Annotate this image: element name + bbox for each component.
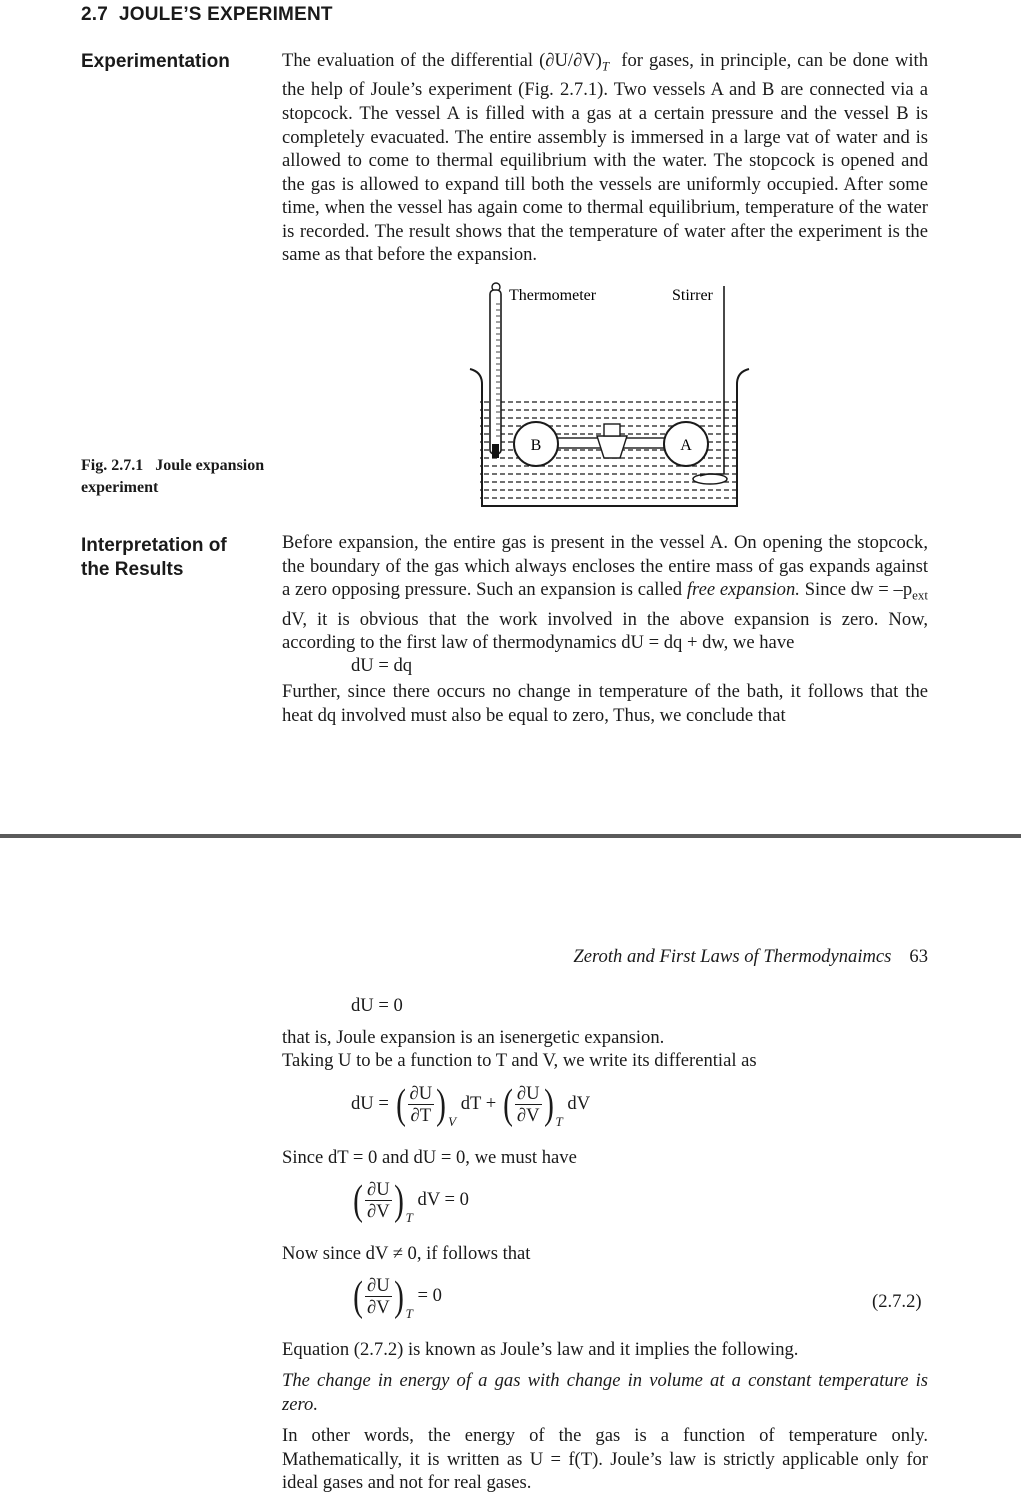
side-heading-experimentation: Experimentation — [81, 51, 230, 72]
running-header-title: Zeroth and First Laws of Thermodynaimcs — [573, 946, 892, 967]
experimentation-paragraph: The evaluation of the differential $(\partial U/\partial V)_T$ for gases, in principle, can be done with the help of Joule’s experiment (Fig. 2.7.1). Two vessels A and B are connected via a stopcock. The vessel A is filled with a gas at a certain pressure and the vessel B is completely evacuated. The entire assembly is immersed in a large vat of water and is allowed to come to thermal equilibrium with the water. The stopcock is opened and the gas is allowed to expand till both the vessels are uniformly occupied. After some time, when the vessel has again come to thermal equilibrium, temperature of the water is recorded. The result shows that the temperature of water after the experiment is the same as that before the expansion. — [282, 50, 929, 266]
since-dt-line: Since dT = 0 and dU = 0, we must have — [282, 1147, 577, 1168]
thermometer-label: Thermometer — [509, 287, 597, 304]
equation-number: (2.7.2) — [872, 1291, 922, 1312]
side-heading-interpretation: Interpretation of the Results — [81, 535, 227, 580]
thermometer-bulb — [492, 444, 499, 458]
equation-total-differential: dU = ( $\frac{\partial U}{\partial T}$ ) $_V$ dT + ( $\frac{\partial U}{\partial V}$ ) $_T$ dV — [351, 1081, 591, 1129]
joules-law-statement: The change in energy of a gas with change in volume at a constant temperature is zero. — [282, 1370, 928, 1415]
equation-du-dq: dU = dq — [351, 655, 413, 676]
section-number: 2.7 — [81, 4, 109, 25]
isenergetic-line: that is, Joule expansion is an isenergetic expansion. — [282, 1027, 665, 1048]
conclusion-paragraph: In other words, the energy of the gas is a function of temperature only. Mathematically, it is written as U = f(T). Joule’s law is strictly applicable only for ideal gases and not for real gases. — [282, 1425, 928, 1494]
stirrer-label: Stirrer — [672, 287, 713, 304]
section-title: JOULE’S EXPERIMENT — [118, 4, 333, 25]
joule-apparatus-figure — [460, 278, 760, 514]
running-header — [540, 946, 928, 968]
interpretation-paragraph-1: Before expansion, the entire gas is present in the vessel A. On opening the stopcock, the boundary of the gas which always encloses the entire mass of gas expands against a zero opposing pressure. Such an expansion is called free expansion. Since dw = $-p_{ext}$ dV, it is obvious that the work involved in the above expansion is zero. Now, according to the first law of thermodynamics dU = dq + dw, we have — [282, 532, 929, 654]
stopcock-handle — [604, 424, 620, 436]
joules-law-line: Equation (2.7.2) is known as Joule’s law and it implies the following. — [282, 1339, 799, 1360]
interpretation-paragraph-2: Further, since there occurs no change in temperature of the bath, it follows that the heat dq involved must also be equal to zero, Thus, we conclude that — [282, 681, 928, 726]
page-break-rule — [0, 834, 1021, 838]
equation-du-zero: dU = 0 — [351, 995, 403, 1016]
now-since-line: Now since dV ≠ 0, if follows that — [282, 1243, 531, 1264]
stirrer-paddle — [693, 474, 727, 484]
equation-partial-dv: ( $\frac{\partial U}{\partial V}$ ) $_T$ dV = 0 — [353, 1177, 469, 1225]
vessel-b-label: B — [530, 437, 542, 454]
vessel-a-label: A — [680, 437, 692, 454]
equation-joule-law: ( $\frac{\partial U}{\partial V}$ ) $_T$ = 0 — [353, 1273, 442, 1321]
thermometer — [490, 290, 501, 454]
page-number: 63 — [909, 946, 928, 967]
section-heading — [81, 4, 333, 26]
differential-intro-line: Taking U to be a function to T and V, we write its differential as — [282, 1050, 757, 1071]
figure-caption: Fig. 2.7.1 Joule expansion experiment — [81, 457, 265, 496]
